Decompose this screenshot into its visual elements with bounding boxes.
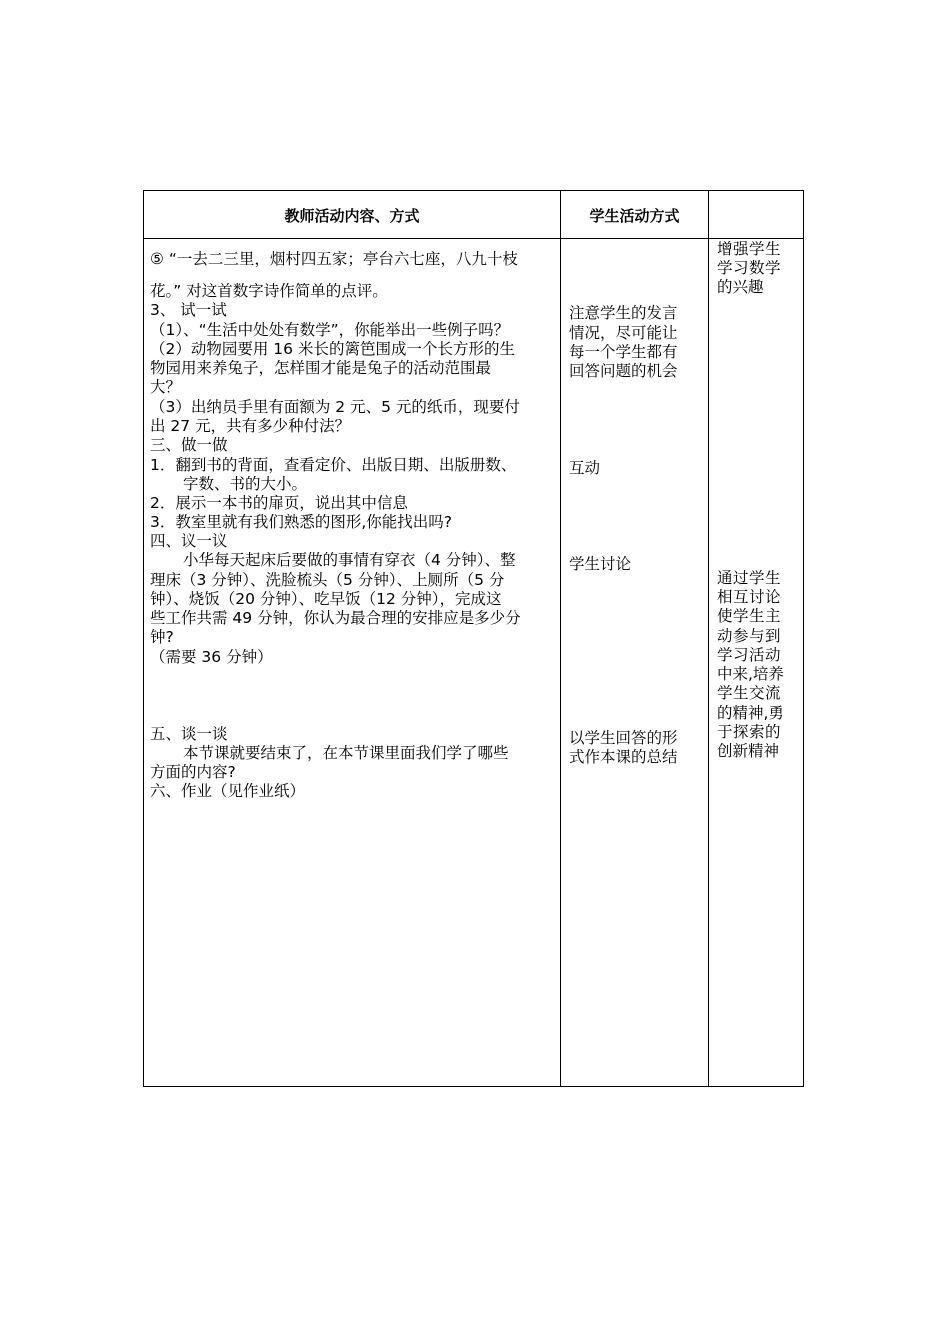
purpose-line: 增强学生 [717, 240, 782, 258]
purpose-line: 通过学生 [717, 569, 782, 587]
section-title: 3、 试一试 [150, 301, 227, 319]
student-note-line: 回答问题的机会 [569, 362, 678, 380]
purpose-line: 学习活动 [717, 646, 782, 664]
question-line: 大？ [150, 378, 182, 396]
section-title: 四、议一议 [150, 532, 228, 550]
question-line: （3）出纳员手里有面额为 2 元、5 元的纸币，现要付 [150, 398, 520, 416]
paragraph-line: 钟）、烧饭（20 分钟）、吃早饭（12 分钟），完成这 [150, 590, 502, 608]
purpose-cell [709, 191, 804, 1086]
purpose-line: 学生交流 [717, 684, 782, 702]
student-note-line: 学生讨论 [569, 555, 632, 573]
student-note-line: 注意学生的发言 [569, 304, 678, 322]
header-teacher-activity: 教师活动内容、方式 [284, 206, 420, 225]
paragraph-line: 小华每天起床后要做的事情有穿衣（4 分钟）、整 [183, 551, 516, 569]
student-note-line: 每一个学生都有 [569, 343, 678, 361]
purpose-line: 创新精神 [717, 742, 780, 760]
purpose-line: 学习数学 [717, 259, 782, 277]
purpose-line: 于探索的 [717, 723, 782, 741]
purpose-line: 动参与到 [717, 627, 782, 645]
poem-line: ⑤ “一去二三里，烟村四五家；亭台六七座，八九十枝 [150, 250, 518, 268]
question-line: 出 27 元，共有多少种付法？ [150, 417, 351, 435]
section-title: 三、做一做 [150, 436, 228, 454]
purpose-line: 使学生主 [717, 607, 782, 625]
paragraph-line: 方面的内容? [150, 763, 236, 781]
student-note-line: 互动 [569, 459, 601, 477]
paragraph-line: 钟? [150, 628, 174, 646]
list-item: 1．翻到书的背面，查看定价、出版日期、出版册数、 [150, 456, 517, 474]
purpose-line: 的精神,勇 [717, 704, 784, 722]
paragraph-line: 理床（3 分钟）、洗脸梳头（5 分钟）、上厕所（5 分 [150, 571, 505, 589]
answer-line: （需要 36 分钟） [150, 648, 273, 666]
purpose-line: 中来,培养 [717, 665, 784, 683]
student-note-line: 式作本课的总结 [569, 748, 678, 766]
paragraph-line: 本节课就要结束了，在本节课里面我们学了哪些 [183, 744, 509, 762]
section-title: 六、作业（见作业纸） [150, 782, 306, 800]
teacher-activity-cell [144, 191, 560, 1086]
header-student-activity: 学生活动方式 [589, 206, 680, 225]
list-item: 字数、书的大小。 [183, 475, 308, 493]
question-line: 物园用来养兔子，怎样围才能是兔子的活动范围最 [150, 359, 492, 377]
section-title: 五、谈一谈 [150, 725, 228, 743]
purpose-line: 的兴趣 [717, 278, 764, 296]
list-item: 2．展示一本书的扉页，说出其中信息 [150, 494, 408, 512]
student-note-line: 以学生回答的形 [569, 729, 678, 747]
paragraph-line: 些工作共需 49 分钟，你认为最合理的安排应是多少分 [150, 609, 521, 627]
question-line: （1）、“生活中处处有数学”，你能举出一些例子吗？ [150, 321, 510, 339]
lesson-plan-table [143, 190, 804, 1087]
student-activity-cell [561, 191, 708, 1086]
list-item: 3．教室里就有我们熟悉的图形,你能找出吗? [150, 513, 453, 531]
student-note-line: 情况，尽可能让 [569, 324, 678, 342]
poem-line: 花。” 对这首数字诗作简单的点评。 [150, 282, 388, 300]
purpose-line: 相互讨论 [717, 588, 782, 606]
question-line: （2）动物园要用 16 米长的篱笆围成一个长方形的生 [150, 340, 515, 358]
